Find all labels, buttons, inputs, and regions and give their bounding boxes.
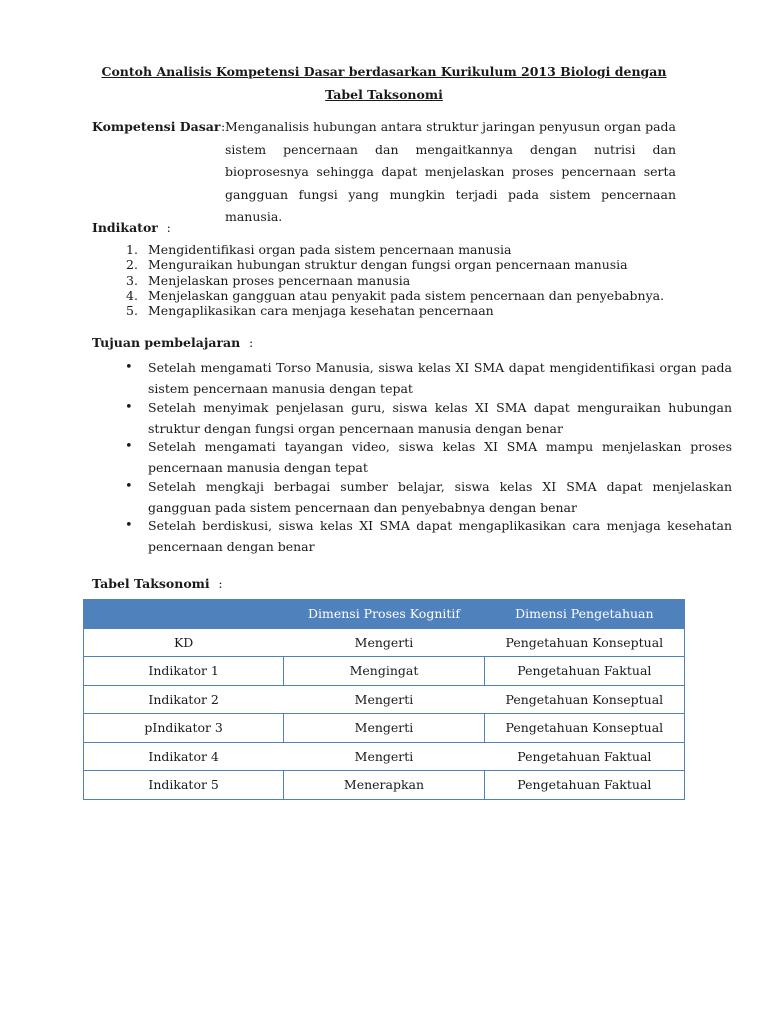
list-item-text: Setelah menyimak penjelasan guru, siswa kelas XI SMA dapat menguraikan hubungan struktur dengan fungsi organ pencernaan manusia dengan benar	[148, 399, 732, 436]
tabel-label: Tabel Taksonomi	[92, 576, 210, 591]
list-item-text: Mengaplikasikan cara menjaga kesehatan pencernaan	[148, 303, 494, 319]
list-number: 1.	[126, 242, 138, 257]
indikator-colon: :	[166, 220, 171, 235]
bullet-icon: •	[125, 360, 133, 375]
table-header-cell: Dimensi Proses Kognitif	[284, 600, 484, 629]
list-item-text: Setelah mengamati Torso Manusia, siswa kelas XI SMA dapat mengidentifikasi organ pada sistem pencernaan manusia dengan tepat	[148, 360, 732, 396]
list-item	[125, 476, 732, 516]
tujuan-heading	[92, 334, 253, 352]
list-item-text: Menjelaskan gangguan atau penyakit pada sistem pencernaan dan penyebabnya.	[148, 287, 665, 303]
table-row	[84, 742, 685, 771]
table-row	[84, 628, 685, 657]
bullet-icon: •	[125, 478, 133, 494]
list-item-text: Setelah berdiskusi, siswa kelas XI SMA dapat mengaplikasikan cara menjaga kesehatan pencernaan dengan benar	[148, 518, 732, 555]
list-number: 2.	[126, 257, 138, 273]
list-item	[125, 436, 732, 476]
list-item-text: Menguraikan hubungan struktur dengan fungsi organ pencernaan manusia	[148, 257, 628, 273]
table-cell: Menerapkan	[284, 771, 484, 800]
list-item	[126, 242, 732, 257]
table-header-cell: Dimensi Pengetahuan	[484, 600, 684, 629]
table-cell: Pengetahuan Faktual	[484, 657, 684, 686]
table-cell: Indikator 1	[84, 657, 284, 686]
tabel-heading	[92, 575, 223, 593]
list-number: 4.	[126, 287, 138, 303]
tujuan-label: Tujuan pembelajaran	[92, 335, 241, 350]
table-cell: Pengetahuan Konseptual	[484, 628, 684, 657]
table-cell: Indikator 2	[84, 685, 284, 714]
kompetensi-dasar-label: Kompetensi Dasar	[92, 119, 221, 134]
list-item	[126, 303, 732, 319]
list-item	[126, 257, 732, 273]
table-row	[84, 685, 685, 714]
list-item-text: Mengidentifikasi organ pada sistem pencernaan manusia	[148, 242, 512, 257]
indikator-heading	[92, 219, 171, 237]
list-item	[125, 357, 732, 397]
taxonomy-table	[83, 599, 685, 800]
table-cell: Pengetahuan Faktual	[484, 771, 684, 800]
tabel-colon: :	[218, 576, 223, 591]
list-item-text: Menjelaskan proses pencernaan manusia	[148, 272, 411, 288]
table-cell: Mengingat	[284, 657, 484, 686]
document-title: Contoh Analisis Kompetensi Dasar berdasarkan Kurikulum 2013 Biologi dengan Tabel Taksonomi	[101, 64, 667, 102]
list-item-text: Setelah mengkaji berbagai sumber belajar, siswa kelas XI SMA dapat menjelaskan gangguan pada sistem pencernaan dan penyebabnya dengan benar	[148, 478, 732, 515]
indikator-label: Indikator	[92, 220, 158, 235]
indikator-list	[92, 242, 732, 318]
table-header-row	[84, 600, 685, 629]
tujuan-colon: :	[248, 335, 254, 350]
kompetensi-dasar-text: Menganalisis hubungan antara struktur jaringan penyusun organ pada sistem pencernaan dan mengaitkannya dengan nutrisi dan bioprosesnya sehingga dapat menjelaskan proses pencernaan serta gangguan fungsi yang mungkin terjadi pada sistem pencernaan manusia.	[225, 119, 676, 224]
table-row	[84, 714, 685, 743]
table-cell: Mengerti	[284, 685, 484, 714]
table-cell: Pengetahuan Faktual	[484, 742, 684, 771]
table-cell: Indikator 5	[84, 771, 284, 800]
table-cell: Pengetahuan Konseptual	[484, 714, 684, 743]
list-item	[125, 397, 732, 437]
list-item	[126, 287, 732, 303]
table-cell: Mengerti	[284, 714, 484, 743]
table-header-cell	[84, 600, 284, 629]
table-cell: Mengerti	[284, 628, 484, 657]
bullet-icon: •	[125, 518, 133, 534]
table-cell: Mengerti	[284, 742, 484, 771]
bullet-icon: •	[125, 439, 133, 455]
list-number: 5.	[126, 303, 138, 319]
list-item	[125, 515, 732, 555]
table-row	[84, 657, 685, 686]
bullet-icon: •	[125, 399, 133, 415]
table-cell: pIndikator 3	[84, 714, 284, 743]
table-cell: Indikator 4	[84, 742, 284, 771]
list-item-text: Setelah mengamati tayangan video, siswa kelas XI SMA mampu menjelaskan proses pencernaan manusia dengan tepat	[148, 439, 732, 476]
table-cell: Pengetahuan Konseptual	[484, 685, 684, 714]
tujuan-list	[92, 357, 732, 555]
kompetensi-dasar-colon: :	[221, 119, 226, 134]
table-row	[84, 771, 685, 800]
list-number: 3.	[126, 272, 138, 288]
table-cell: KD	[84, 628, 284, 657]
list-item	[126, 272, 732, 288]
